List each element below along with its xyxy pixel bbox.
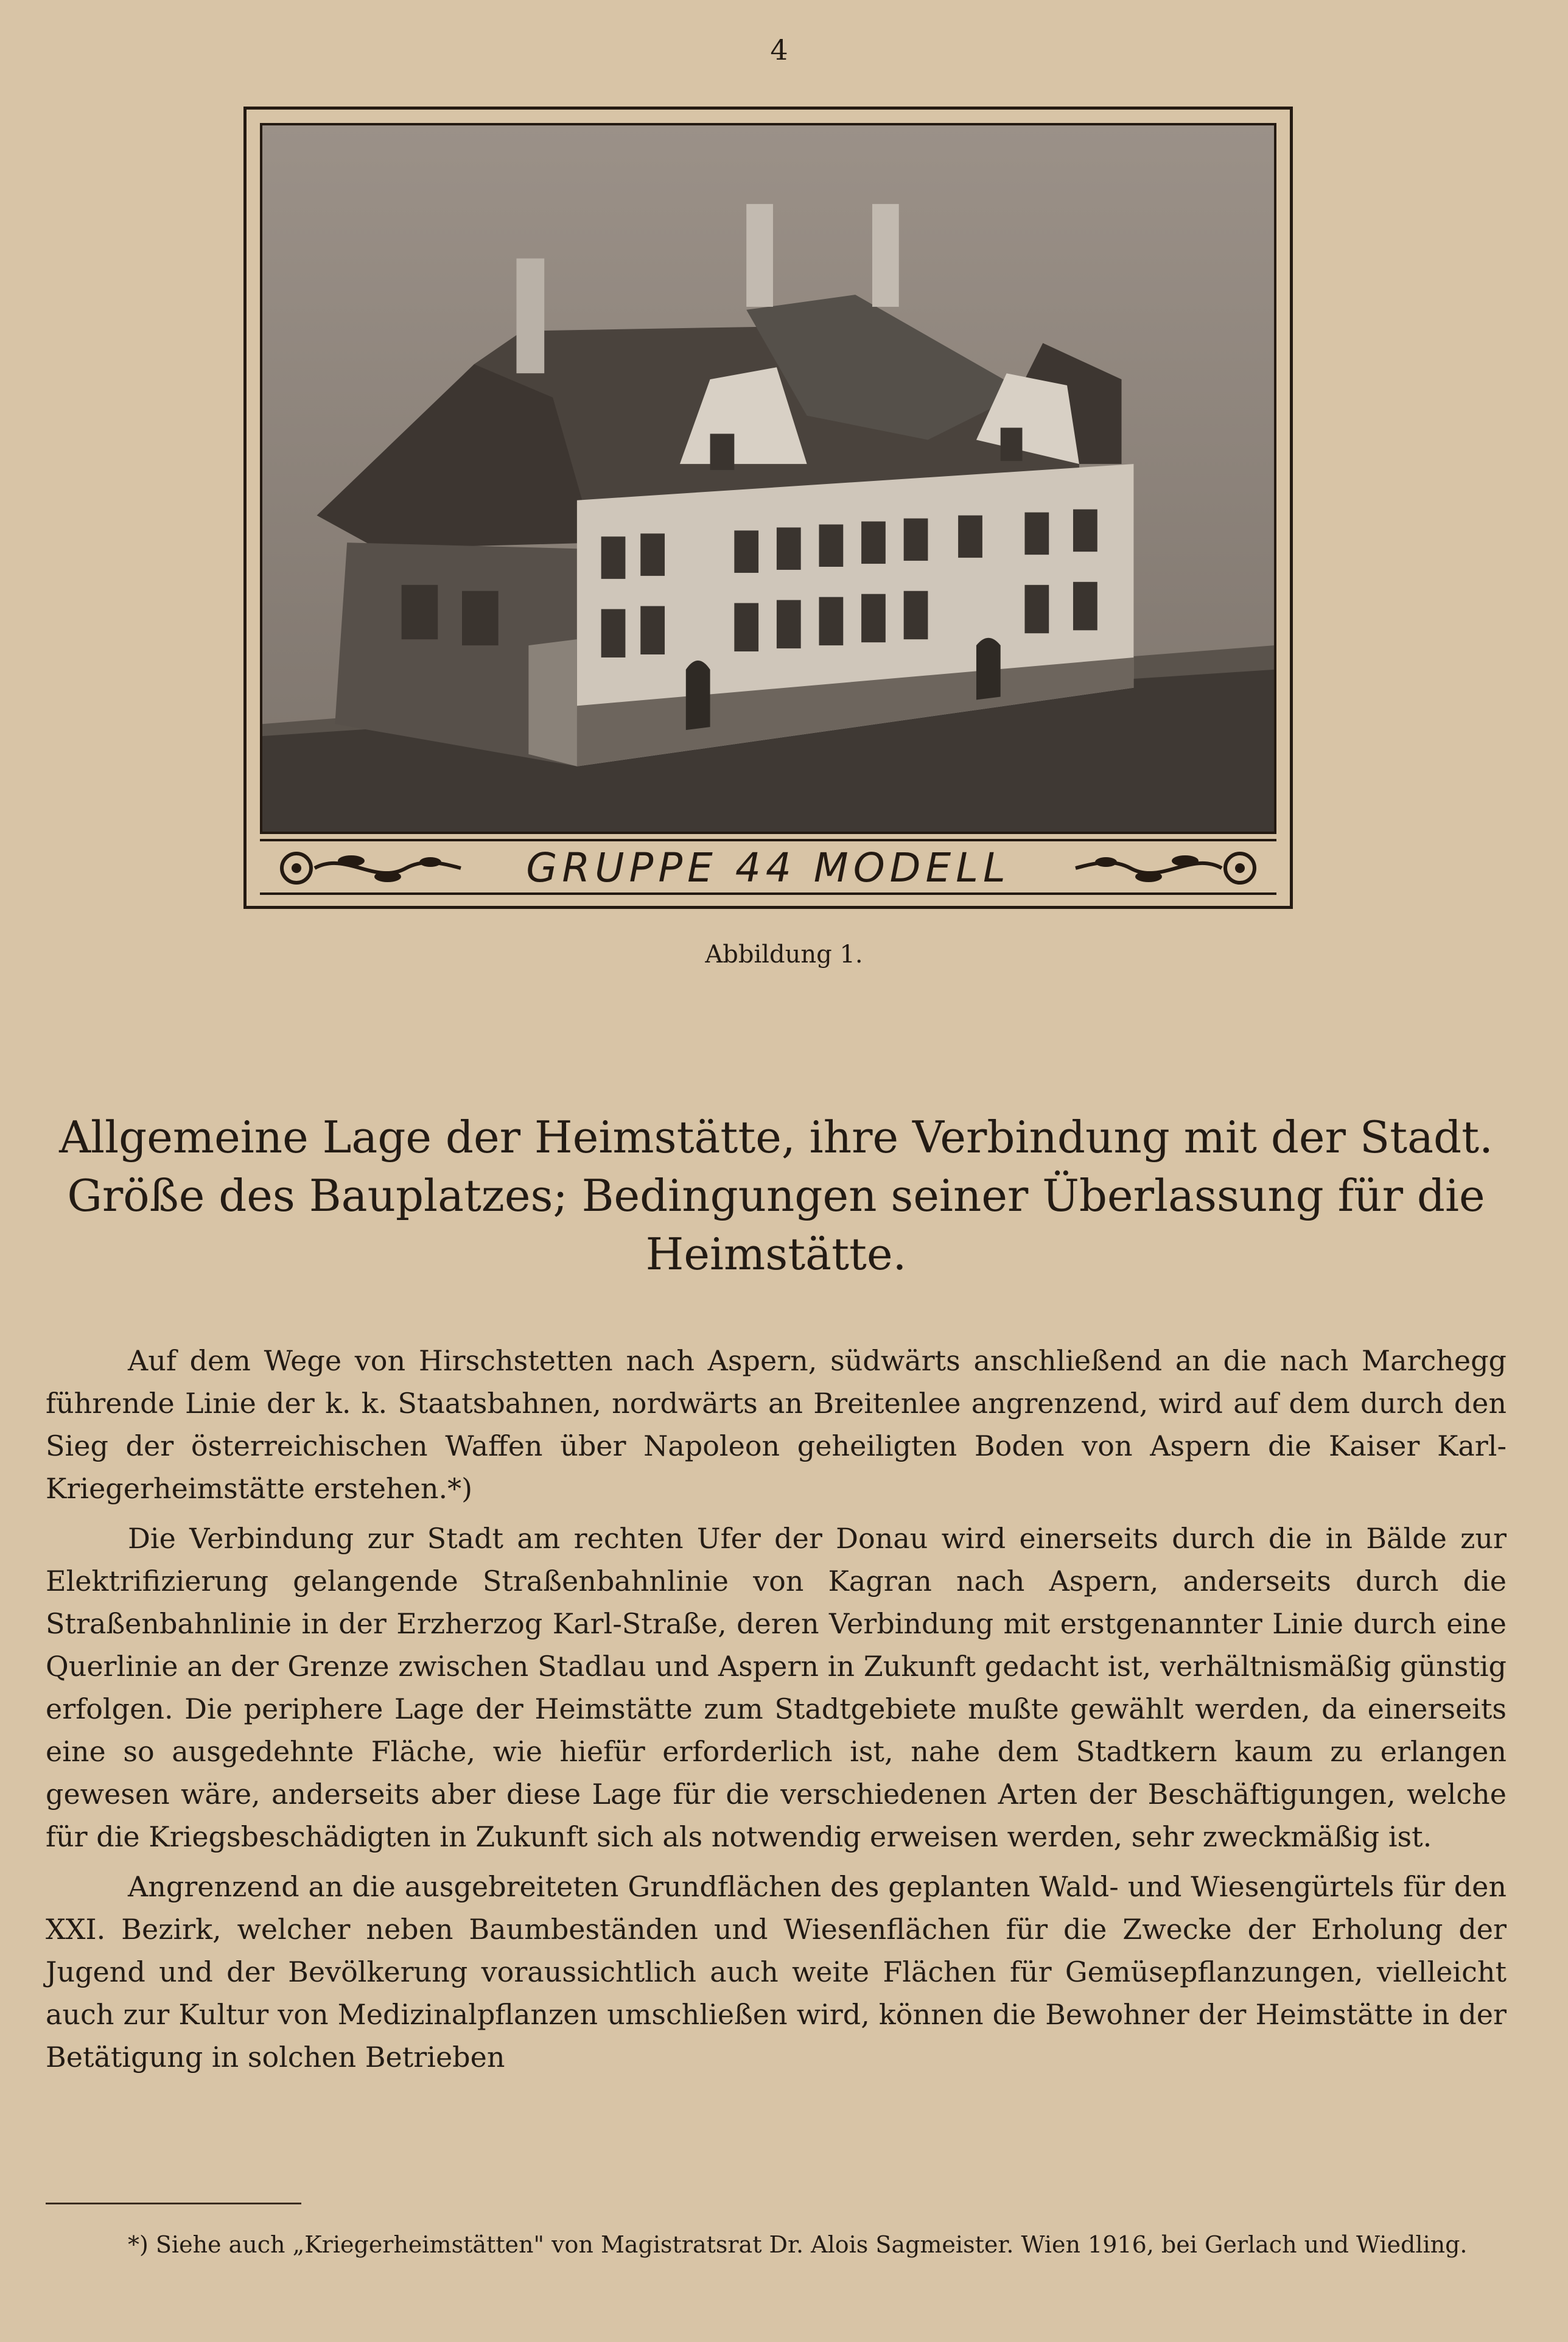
figure-label-plate bbox=[260, 839, 1276, 895]
footnote: *) Siehe auch „Kriegerheimstätten" von Magistratsrat Dr. Alois Sagmeister. Wien 1916, bei Gerlach und Wiedling. bbox=[128, 2231, 1468, 2258]
footnote-divider bbox=[46, 2203, 301, 2204]
figure-caption: Abbildung 1. bbox=[705, 941, 863, 969]
section-heading bbox=[46, 1108, 1507, 1283]
page-number: 4 bbox=[770, 33, 788, 66]
building-illustration bbox=[260, 123, 1276, 834]
body-text bbox=[46, 1339, 1507, 2086]
figure-plate-label: GRUPPE 44 MODELL bbox=[526, 844, 1010, 891]
floral-ornament-right-icon bbox=[1069, 845, 1264, 891]
heading-line: Allgemeine Lage der Heimstätte, ihre Verbindung mit der Stadt. bbox=[59, 1112, 1493, 1163]
floral-ornament-left-icon bbox=[272, 845, 467, 891]
paragraph: Angrenzend an die ausgebreiteten Grundflächen des geplanten Wald- und Wiesengürtels für den XXI. Bezirk, welcher neben Baumbeständen und Wiesenflächen für die Zwecke der Erholung der Jugend und der Bevölkerung voraussichtlich auch weite Flächen für Gemüsepflanzungen, vielleicht auch zur Kultur von Medizinalpflanzen umschließen wird, können die Bewohner der Heimstätte in der Betätigung in solchen Betrieben bbox=[46, 1870, 1507, 2074]
paragraph: Auf dem Wege von Hirschstetten nach Aspern, südwärts anschließend an die nach Marchegg führende Linie der k. k. Staatsbahnen, nordwärts an Breitenlee angrenzend, wird auf dem durch den Sieg der österreichischen Waffen über Napoleon geheiligten Boden von Aspern die Kaiser Karl-Kriegerheimstätte erstehen.*) bbox=[46, 1344, 1507, 1505]
heading-line: Größe des Bauplatzes; Bedingungen seiner Überlassung für die bbox=[67, 1170, 1485, 1221]
building-model-figure bbox=[243, 107, 1293, 909]
building-drawing bbox=[262, 125, 1274, 832]
heading-line: Heimstätte. bbox=[645, 1229, 907, 1280]
paragraph: Die Verbindung zur Stadt am rechten Ufer der Donau wird einerseits durch die in Bälde zur Elektrifizierung gelangende Straßenbahnlinie von Kagran nach Aspern, anderseits durch die Straßenbahnlinie in der Erzherzog Karl-Straße, deren Verbindung mit erstgenannter Linie durch eine Querlinie an der Grenze zwischen Stadlau und Aspern in Zukunft gedacht ist, verhältnismäßig günstig erfolgen. Die periphere Lage der Heimstätte zum Stadtgebiete mußte gewählt werden, da einerseits eine so ausgedehnte Fläche, wie hiefür erforderlich ist, nahe dem Stadtkern kaum zu erlangen gewesen wäre, anderseits aber diese Lage für die verschiedenen Arten der Beschäftigungen, welche für die Kriegsbeschädigten in Zukunft sich als notwendig erweisen werden, sehr zweckmäßig ist. bbox=[46, 1522, 1507, 1853]
